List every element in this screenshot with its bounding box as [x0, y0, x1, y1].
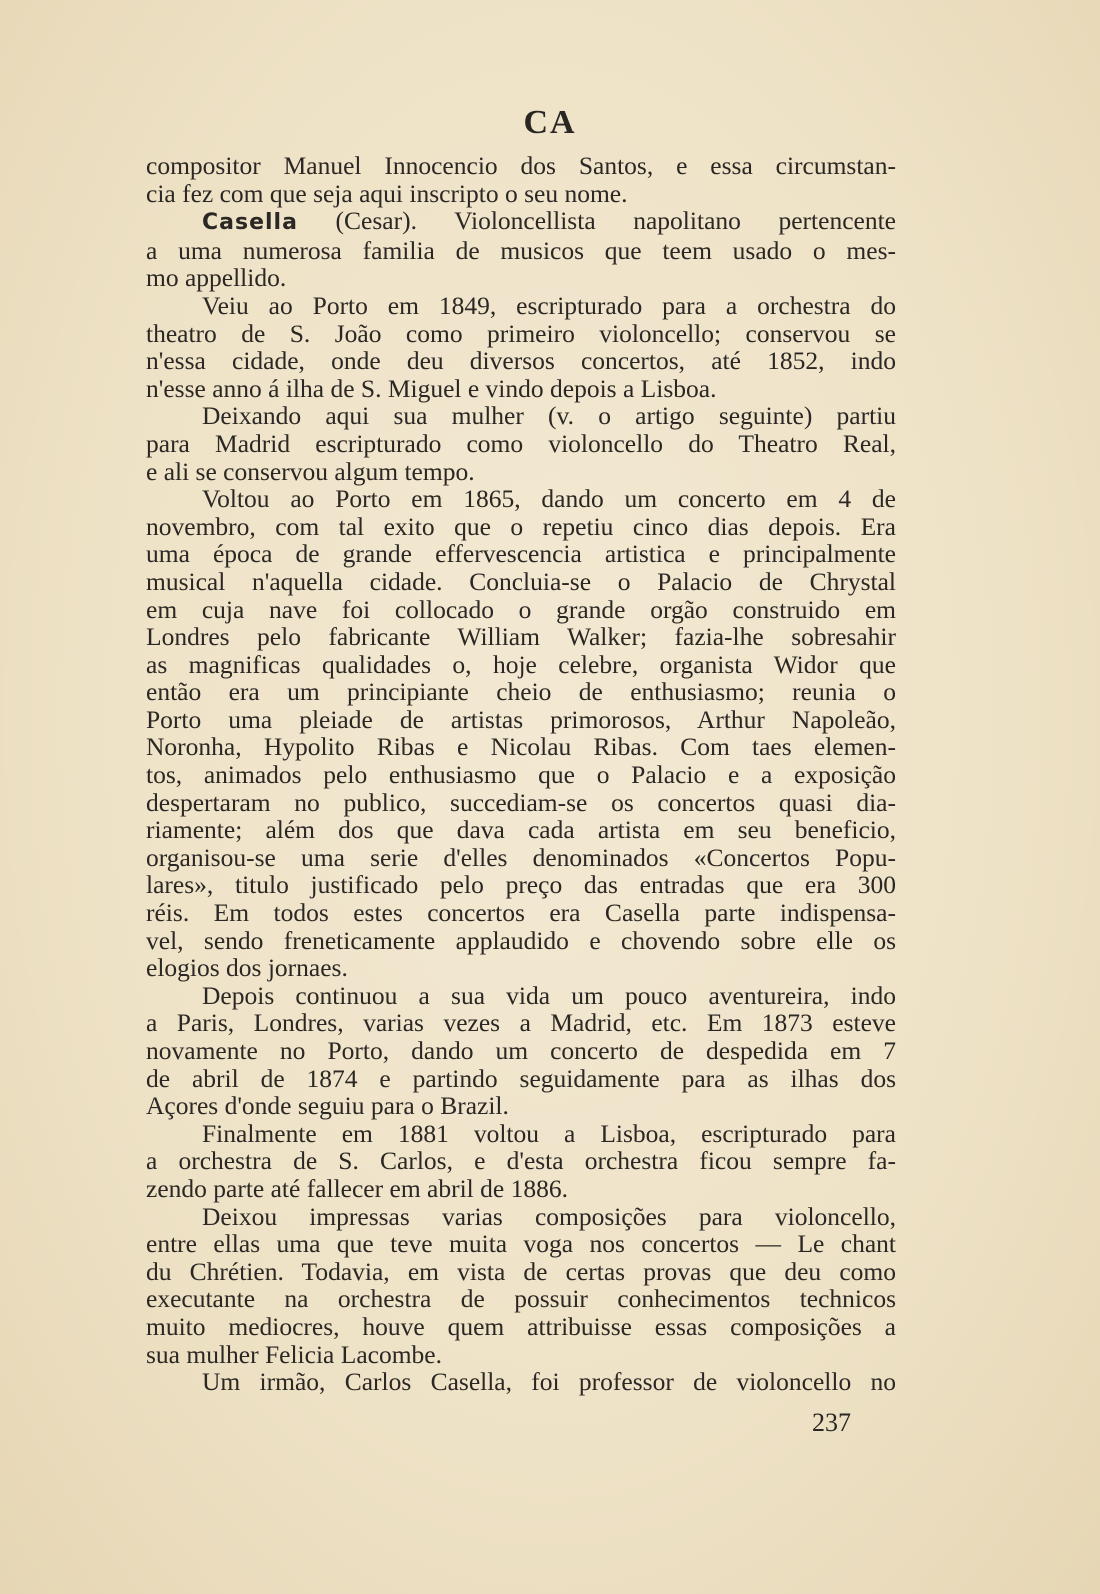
line-text: organisou-se uma serie d'elles denominados «Concertos Popu- [146, 842, 896, 872]
line-text: Deixou impressas varias composições para violoncello, [202, 1201, 896, 1231]
page-number: 237 [812, 1408, 851, 1437]
line-text: cia fez com que seja aqui inscripto o seu nome. [146, 178, 628, 208]
line-text: de abril de 1874 e partindo seguidamente para as ilhas dos [146, 1063, 896, 1093]
text-line [146, 1037, 896, 1065]
text-line [146, 292, 896, 320]
line-text: Noronha, Hypolito Ribas e Nicolau Ribas. Com taes elemen- [146, 732, 896, 762]
text-line [146, 651, 896, 679]
line-text: musical n'aquella cidade. Concluia-se o Palacio de Chrystal [146, 566, 896, 596]
text-line [146, 871, 896, 899]
text-line [146, 180, 896, 208]
line-text: compositor Manuel Innocencio dos Santos, e essa circumstan- [146, 151, 896, 180]
line-text: réis. Em todos estes concertos era Casella parte indispensa- [146, 898, 896, 928]
text-line [146, 402, 896, 430]
line-text: (Cesar). Violoncellista napolitano pertencente [297, 206, 896, 236]
entry-heading: Casella [202, 210, 298, 236]
text-line [146, 623, 896, 651]
text-line [146, 485, 896, 513]
running-head: CA [523, 104, 577, 141]
line-text: Porto uma pleiade de artistas primorosos, Arthur Napoleão, [146, 704, 896, 734]
text-line [146, 596, 896, 624]
text-line [146, 513, 896, 541]
text-line [146, 954, 896, 982]
text-line [146, 237, 896, 265]
text-line [146, 733, 896, 761]
line-text: novamente no Porto, dando um concerto de despedida em 7 [146, 1036, 896, 1065]
text-line [146, 207, 896, 237]
text-line [146, 1065, 896, 1093]
line-text: vel, sendo freneticamente applaudido e chovendo sobre elle os [146, 925, 896, 955]
text-line [146, 789, 896, 817]
text-line [146, 899, 896, 927]
text-line [146, 458, 896, 486]
line-text: Açores d'onde seguiu para o Brazil. [146, 1091, 509, 1121]
text-line [146, 1009, 896, 1037]
text-line [146, 1120, 896, 1148]
line-text: n'esse anno á ilha de S. Miguel e vindo depois a Lisboa. [146, 373, 717, 403]
text-line [146, 1341, 896, 1369]
line-text: Um irmão, Carlos Casella, foi professor de violoncello no [202, 1367, 896, 1397]
text-line [146, 844, 896, 872]
line-text: Finalmente em 1881 voltou a Lisboa, escripturado para [202, 1118, 896, 1148]
line-text: elogios dos jornaes. [146, 953, 348, 983]
text-line [146, 816, 896, 844]
line-text: a uma numerosa familia de musicos que teem usado o mes- [146, 235, 896, 265]
text-line [146, 430, 896, 458]
text-line [146, 152, 896, 180]
line-text: para Madrid escripturado como violoncello do Theatro Real, [146, 428, 896, 458]
line-text: Londres pelo fabricante William Walker; fazia-lhe sobresahir [146, 622, 896, 652]
text-line [146, 1147, 896, 1175]
text-line [146, 1313, 896, 1341]
line-text: sua mulher Felicia Lacombe. [146, 1339, 442, 1369]
text-line [146, 1285, 896, 1313]
line-text: riamente; além dos que dava cada artista em seu beneficio, [146, 815, 896, 845]
text-line [146, 678, 896, 706]
line-text: mo appellido. [146, 263, 287, 293]
text-line [146, 264, 896, 292]
line-text: muito mediocres, houve quem attribuisse essas composições a [146, 1311, 896, 1341]
text-line [146, 1258, 896, 1286]
text-line [146, 320, 896, 348]
text-line [146, 375, 896, 403]
line-text: Voltou ao Porto em 1865, dando um concerto em 4 de [202, 484, 896, 514]
line-text: executante na orchestra de possuir conhecimentos technicos [146, 1284, 896, 1314]
text-line [146, 1203, 896, 1231]
text-line [146, 1175, 896, 1203]
text-line [146, 1092, 896, 1120]
text-line [146, 761, 896, 789]
line-text: a Paris, Londres, varias vezes a Madrid, etc. Em 1873 esteve [146, 1008, 896, 1038]
line-text: Depois continuou a sua vida um pouco aventureira, indo [202, 980, 896, 1010]
text-line [146, 982, 896, 1010]
text-line [146, 540, 896, 568]
line-text: e ali se conservou algum tempo. [146, 456, 475, 486]
line-text: Veiu ao Porto em 1849, escripturado para a orchestra do [202, 290, 896, 320]
line-text: a orchestra de S. Carlos, e d'esta orchestra ficou sempre fa- [146, 1146, 896, 1176]
line-text: entre ellas uma que teve muita voga nos concertos — Le chant [146, 1229, 896, 1259]
text-line [146, 568, 896, 596]
line-text: então era um principiante cheio de enthusiasmo; reunia o [146, 677, 896, 707]
line-text: novembro, com tal exito que o repetiu cinco dias depois. Era [146, 511, 896, 541]
line-text: tos, animados pelo enthusiasmo que o Palacio e a exposição [146, 760, 896, 790]
text-line [146, 927, 896, 955]
line-text: em cuja nave foi collocado o grande orgão construido em [146, 594, 896, 624]
line-text: n'essa cidade, onde deu diversos concertos, até 1852, indo [146, 346, 896, 376]
line-text: zendo parte até fallecer em abril de 1886. [146, 1173, 568, 1203]
line-text: as magnificas qualidades o, hoje celebre, organista Widor que [146, 649, 896, 679]
line-text: lares», titulo justificado pelo preço das entradas que era 300 [146, 870, 896, 900]
line-text: Deixando aqui sua mulher (v. o artigo seguinte) partiu [202, 401, 896, 431]
text-line [146, 347, 896, 375]
text-line [146, 706, 896, 734]
line-text: du Chrétien. Todavia, em vista de certas provas que deu como [146, 1256, 896, 1286]
body-text [146, 152, 896, 1396]
text-line [146, 1230, 896, 1258]
line-text: despertaram no publico, succediam-se os concertos quasi dia- [146, 787, 896, 817]
text-line [146, 1368, 896, 1396]
line-text: theatro de S. João como primeiro violoncello; conservou se [146, 318, 896, 348]
line-text: uma época de grande effervescencia artistica e principalmente [146, 539, 896, 569]
